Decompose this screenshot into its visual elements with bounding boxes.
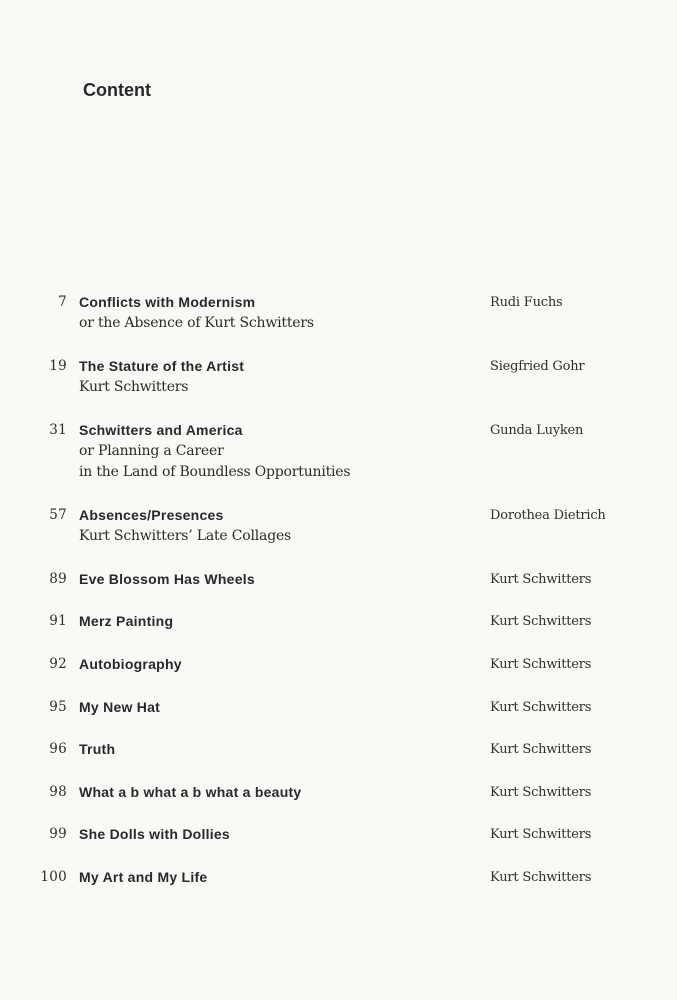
entry-title: Truth [79,741,116,757]
entry-subtitle: or the Absence of Kurt Schwitters [79,315,314,331]
page-number: 98 [49,784,67,800]
entry-author: Siegfried Gohr [490,359,585,374]
entry-author: Kurt Schwitters [490,742,592,757]
entry-title: Schwitters and America [79,422,243,438]
page-number: 100 [40,869,67,885]
entry-author: Dorothea Dietrich [490,508,606,523]
entry-title: Merz Painting [79,613,174,629]
entry-title: My Art and My Life [79,869,208,885]
entry-author: Kurt Schwitters [490,827,592,842]
page-number: 89 [49,571,67,587]
entry-author: Kurt Schwitters [490,614,592,629]
page-number: 96 [49,741,67,757]
entry-author: Kurt Schwitters [490,870,592,885]
entry-subtitle: or Planning a Career [79,443,224,459]
page-number: 31 [49,422,67,438]
entry-author: Kurt Schwitters [490,785,592,800]
page-number: 19 [49,358,67,374]
entry-title: Eve Blossom Has Wheels [79,571,255,587]
entry-title: Autobiography [79,656,182,672]
entry-subtitle: in the Land of Boundless Opportunities [79,464,351,480]
page-title: Content [83,80,151,100]
entry-title: She Dolls with Dollies [79,826,230,842]
entry-subtitle: Kurt Schwitters’ Late Collages [79,528,292,544]
page-number: 7 [58,294,67,310]
page-number: 91 [49,613,67,629]
entry-title: My New Hat [79,699,161,715]
entry-author: Rudi Fuchs [490,295,563,310]
entry-author: Kurt Schwitters [490,700,592,715]
entry-author: Kurt Schwitters [490,657,592,672]
entry-title: What a b what a b what a beauty [79,784,302,800]
page-number: 99 [49,826,67,842]
page-number: 92 [49,656,67,672]
entry-title: Conflicts with Modernism [79,294,256,310]
page-number: 95 [49,699,67,715]
entry-title: Absences/Presences [79,507,224,523]
entry-author: Gunda Luyken [490,423,584,438]
page-number: 57 [49,507,67,523]
entry-title: The Stature of the Artist [79,358,245,374]
entry-subtitle: Kurt Schwitters [79,379,189,395]
entry-author: Kurt Schwitters [490,572,592,587]
